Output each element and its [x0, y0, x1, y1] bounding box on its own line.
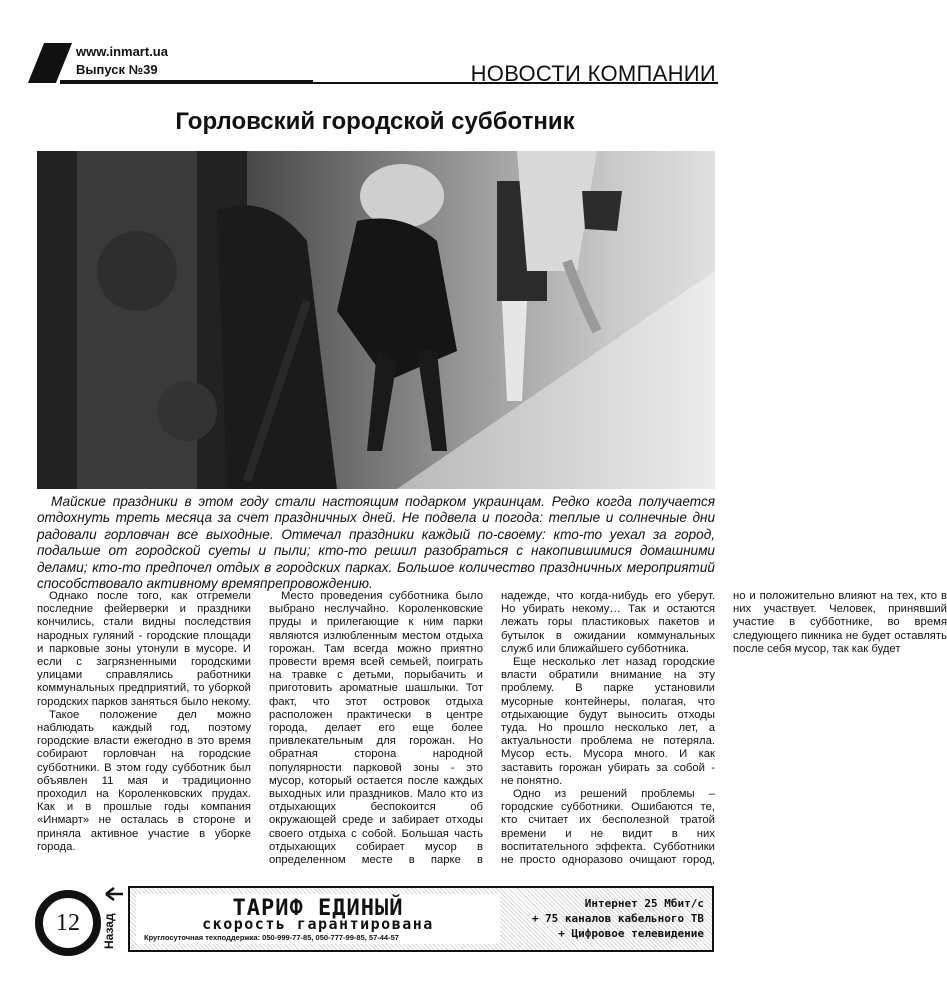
back-link[interactable]: Назад — [102, 913, 116, 949]
section-title: НОВОСТИ КОМПАНИИ — [470, 61, 716, 86]
article-title: Горловский городской субботник — [175, 108, 575, 135]
ad-title: ТАРИФ ЕДИНЫЙ — [232, 896, 404, 921]
ad-support-phones: Круглосуточная техподдержка: 050-999-77-85, 050-777-99-85, 57-44-57 — [144, 933, 399, 942]
header-rule — [60, 80, 313, 84]
ad-main-panel — [136, 894, 500, 944]
page-number: 12 — [35, 890, 101, 956]
article-paragraph: Еще несколько лет назад городские власти обратили внимание на эту проблему. В парке установили мусорные контейнеры, полагая, что отдыхающие будут выносить отходы туда. Но прошло несколько лет, а актуальности проблема не потеряла. Мусор есть. Мусора много. И как заставить горожан убирать за собой - не понятно. — [501, 656, 715, 787]
ad-feature: + Цифровое телевидение — [558, 927, 704, 940]
header-slash-decoration — [28, 43, 72, 83]
article-body — [37, 590, 947, 878]
article-paragraph: Одно из решений проблемы – городские субботники. Ошибаются те, кто считает их бесполезной тратой времени и не видит в них воспитательного эффекта. Субботники не просто одноразово очищают город, но и положительно влияют на тех, кто в них участвует. Человек, принявший участие в субботнике, во время следующего пикника не будет оставлять после себя мусор, так как будет — [501, 590, 947, 867]
article-paragraph: Однако после того, как отгремели последние фейерверки и праздники кончились, стали видны последствия народных гуляний - городские площади и парковые зоны утонули в мусоре. И если с загрязненными городскими улицами справлялись работники коммунальных предприятий, то уборкой городских парков заняться было некому. — [37, 590, 251, 708]
article-paragraph: Такое положение дел можно наблюдать каждый год, поэтому городские власти ежегодно в это время собирают горловчан на городские субботники. В этом году субботник был объявлен 11 мая и традиционно проходил на Короленковских прудах. Как и в прошлые годы компания «Инмарт» не осталась в стороне и приняла активное участие в уборке города. — [37, 708, 251, 853]
ad-feature: Интернет 25 Мбит/с — [584, 897, 704, 910]
tariff-advertisement — [128, 886, 714, 952]
ad-features — [532, 896, 704, 941]
issue-number: Выпуск №39 — [76, 62, 158, 77]
ad-feature: + 75 каналов кабельного ТВ — [531, 912, 704, 925]
article-photo — [37, 151, 715, 489]
article-lead: Майские праздники в этом году стали настоящим подарком украинцам. Редко когда получается отдохнуть треть месяца за счет праздничных дней. Не подвела и погода: теплые и солнечные дни радовали горловчан все выходные. Отмечал праздники каждый по-своему: кто-то уехал за город, подальше от городской суеты и пыли; кто-то решил разобраться с накопившимися домашними делами; кто-то предпочел отдых в городских парках. Большое количество праздничных мероприятий способствовало активному времяпрепровождению. — [37, 494, 715, 592]
site-link[interactable]: www.inmart.ua — [76, 44, 168, 59]
back-arrow-icon[interactable] — [104, 886, 124, 902]
photo-illustration — [37, 151, 715, 489]
ad-subtitle: скорость гарантирована — [202, 915, 434, 933]
article-paragraph: Место проведения субботника было выбрано неслучайно. Короленковские пруды и прилегающие к ним парки являются излюбленным местом отдыха горожан. Там всегда можно приятно провести время всей семьей, поиграть на травке с детьми, порыбачить и приготовить ароматные шашлыки. Тот факт, что этот островок отдыха расположен практически в центре города, делает его еще более привлекательным для горожан. Но обратная сторона народной популярности парковой зоны - это мусор, который остается после каждых выходных или праздников. Мало кто из отдыхающих беспокоится об окружающей среде и забирает отходы своего отдыха с собой. Большая часть отдыхающих собирает мусор в определенном месте в парке в надежде, что когда-нибудь его уберут. Но убирать некому… Так и остаются лежать горы пластиковых пакетов и бутылок в ожидании коммунальных служб или ближайшего субботника. — [269, 590, 715, 867]
